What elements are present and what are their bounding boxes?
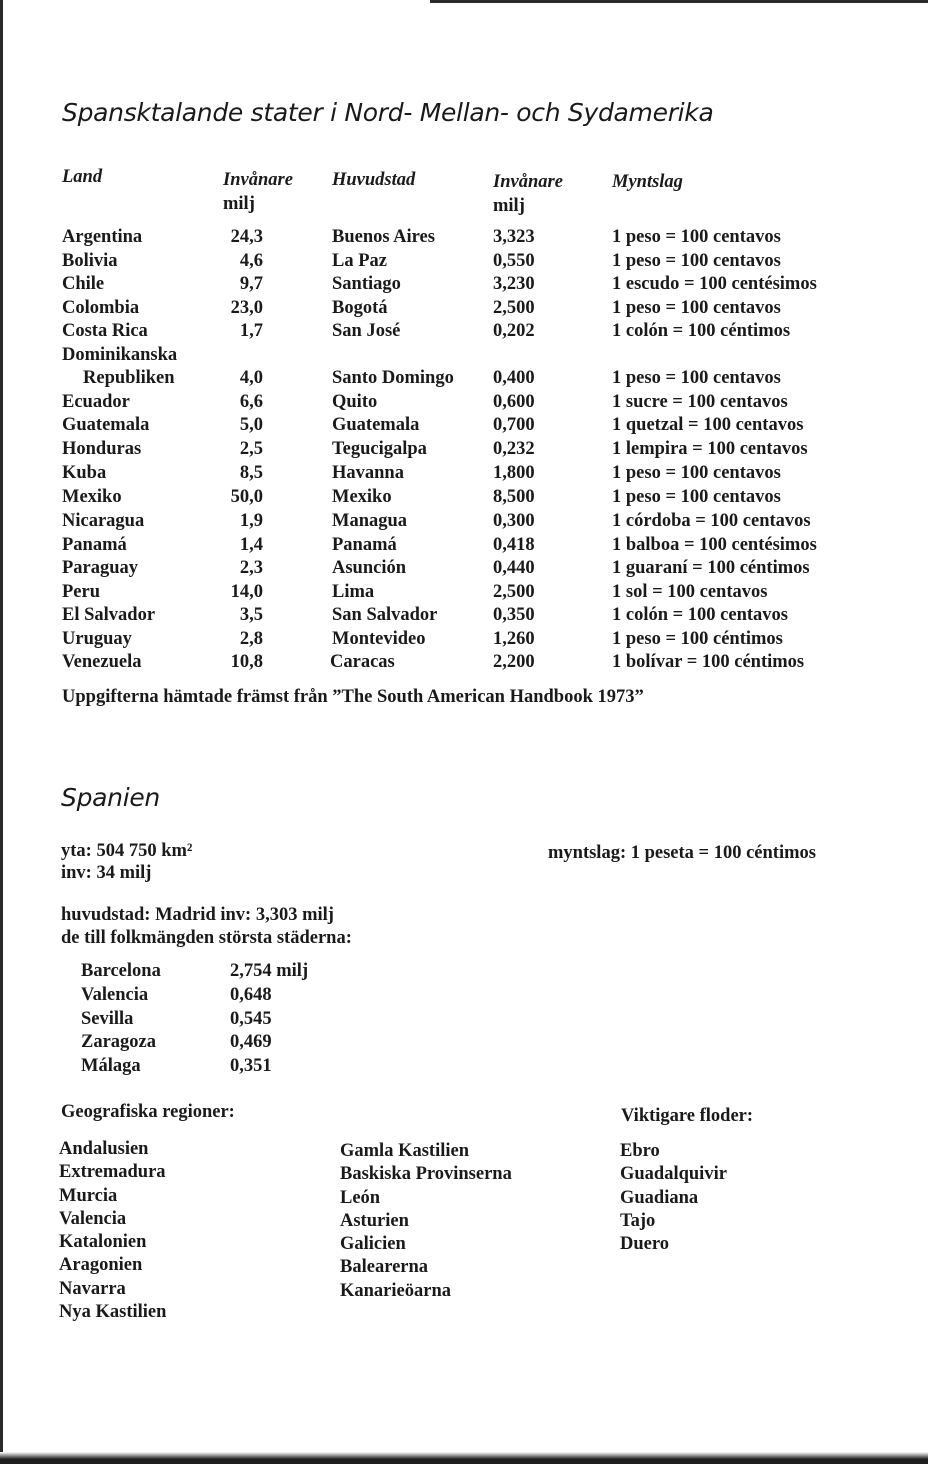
table-row [0, 534, 928, 558]
page-edge-bottom [0, 1452, 928, 1464]
table-row [0, 510, 928, 534]
page-edge-left [0, 0, 3, 1464]
list-item: Galicien [340, 1234, 406, 1255]
cell-capital-population: 0,700 [493, 415, 535, 435]
cell-capital: Buenos Aires [332, 227, 435, 247]
cell-population: 23,0 [230, 298, 263, 318]
cell-land: Uruguay [62, 629, 132, 649]
table-row [0, 628, 928, 652]
regions-heading: Geografiska regioner: [61, 1102, 235, 1122]
cell-capital: Santo Domingo [332, 368, 454, 388]
list-item [0, 1008, 500, 1032]
table-row [0, 438, 928, 462]
city-population: 2,754 milj [230, 961, 309, 981]
cell-population: 1,9 [239, 511, 263, 531]
table-row [0, 297, 928, 321]
table-row [0, 462, 928, 486]
list-item: Guadalquivir [620, 1164, 727, 1185]
cell-capital-population: 0,600 [493, 392, 535, 412]
cell-population: 3,5 [239, 605, 263, 625]
table-row [0, 414, 928, 438]
cell-land: Peru [62, 582, 101, 602]
regions-list-1 [59, 1138, 166, 1324]
cell-capital: Tegucigalpa [332, 439, 427, 459]
page-edge-top [430, 0, 928, 3]
cell-capital: Guatemala [332, 415, 420, 435]
header-currency [612, 170, 683, 194]
cell-capital: San Salvador [332, 605, 438, 625]
table-row [0, 581, 928, 605]
table-row [0, 557, 928, 581]
cell-land: Panamá [62, 535, 127, 555]
spain-population: inv: 34 milj [61, 863, 152, 883]
cell-land: Costa Rica [62, 321, 148, 341]
cell-currency: 1 sucre = 100 centavos [612, 392, 788, 412]
cell-currency: 1 peso = 100 centavos [612, 298, 781, 318]
spain-currency: myntslag: 1 peseta = 100 céntimos [548, 843, 816, 863]
city-population: 0,648 [230, 985, 272, 1005]
cell-population: 24,3 [230, 227, 263, 247]
header-population-label: Invånare [223, 170, 293, 190]
cell-population: 2,5 [239, 439, 263, 459]
cell-land: El Salvador [62, 605, 156, 625]
cell-capital-population: 3,323 [493, 227, 535, 247]
city-population: 0,351 [230, 1056, 272, 1076]
cell-population: 1,4 [239, 535, 263, 555]
list-item: Duero [620, 1234, 669, 1255]
cell-land: Ecuador [62, 392, 130, 412]
list-item: León [340, 1187, 381, 1208]
cell-population: 5,0 [239, 415, 263, 435]
cell-currency: 1 peso = 100 céntimos [612, 629, 783, 649]
rivers-heading: Viktigare floder: [621, 1106, 754, 1126]
cell-land: Kuba [62, 463, 107, 483]
list-item [0, 1031, 500, 1055]
table-row [0, 320, 928, 344]
list-item: Tajo [620, 1210, 656, 1231]
cell-land: Republiken [83, 368, 175, 388]
cell-currency: 1 sol = 100 centavos [612, 582, 768, 602]
table-row [0, 226, 928, 250]
list-item: Kanarieöarna [340, 1280, 451, 1301]
cell-population: 6,6 [239, 392, 263, 412]
cell-currency: 1 peso = 100 centavos [612, 251, 781, 271]
cell-population: 9,7 [239, 274, 263, 294]
cell-currency: 1 peso = 100 centavos [612, 463, 781, 483]
cell-population: 2,8 [239, 629, 263, 649]
list-item [0, 1055, 500, 1079]
cell-currency: 1 balboa = 100 centésimos [612, 535, 817, 555]
cell-capital-population: 0,550 [493, 251, 535, 271]
cell-land: Guatemala [62, 415, 150, 435]
header-land [62, 165, 102, 189]
cell-land: Colombia [62, 298, 140, 318]
cell-population: 50,0 [230, 487, 263, 507]
cell-population: 4,0 [239, 368, 263, 388]
cell-capital: San José [332, 321, 401, 341]
cell-capital-population: 0,418 [493, 535, 535, 555]
cell-land: Venezuela [62, 652, 142, 672]
list-item: Navarra [59, 1278, 126, 1299]
cell-currency: 1 lempira = 100 centavos [612, 439, 808, 459]
cell-population: 8,5 [239, 463, 263, 483]
cell-capital: Caracas [330, 652, 395, 672]
cell-capital-population: 2,500 [493, 582, 535, 602]
list-item: Extremadura [59, 1162, 166, 1183]
list-item: Guadiana [620, 1187, 699, 1208]
cell-population: 1,7 [239, 321, 263, 341]
cell-currency: 1 colón = 100 céntimos [612, 321, 791, 341]
city-name: Málaga [81, 1056, 141, 1076]
cell-capital: Asunción [332, 558, 407, 578]
cell-land: Nicaragua [62, 511, 145, 531]
cell-capital: Montevideo [332, 629, 426, 649]
cell-population: 14,0 [230, 582, 263, 602]
cell-currency: 1 peso = 100 centavos [612, 487, 781, 507]
cell-capital-population: 1,260 [493, 629, 535, 649]
city-population: 0,545 [230, 1009, 272, 1029]
regions-list-2 [340, 1140, 512, 1303]
cell-currency: 1 bolívar = 100 céntimos [612, 652, 805, 672]
cell-capital-population: 0,440 [493, 558, 535, 578]
cell-capital-population: 1,800 [493, 463, 535, 483]
cell-land: Mexiko [62, 487, 122, 507]
cell-capital: Bogotá [332, 298, 388, 318]
header-land-label: Land [62, 167, 103, 187]
cities-intro: de till folkmängden största städerna: [61, 928, 352, 948]
cell-currency: 1 colón = 100 centavos [612, 605, 789, 625]
table-row [0, 273, 928, 297]
cell-currency: 1 peso = 100 centavos [612, 227, 781, 247]
list-item: Katalonien [59, 1232, 147, 1253]
section-title-latin-america: Spansktalande stater i Nord- Mellan- och Sydamerika [62, 98, 714, 127]
cell-capital: Havanna [332, 463, 404, 483]
list-item: Asturien [340, 1210, 409, 1231]
cell-land: Honduras [62, 439, 142, 459]
list-item: Nya Kastilien [59, 1302, 167, 1323]
cell-capital: Managua [332, 511, 408, 531]
city-name: Zaragoza [81, 1032, 157, 1052]
table-row [0, 367, 928, 391]
cell-currency: 1 peso = 100 centavos [612, 368, 781, 388]
cell-capital-population: 0,232 [493, 439, 535, 459]
table-row [0, 486, 928, 510]
city-name: Sevilla [81, 1009, 134, 1029]
cell-capital-population: 0,350 [493, 605, 535, 625]
list-item: Gamla Kastilien [340, 1141, 469, 1161]
city-name: Barcelona [81, 961, 161, 981]
cell-capital: Quito [332, 392, 378, 412]
list-item: Ebro [620, 1141, 660, 1161]
cell-land: Paraguay [62, 558, 139, 578]
table-row [0, 250, 928, 274]
header-capital-population-label: Invånare [493, 172, 563, 192]
cell-capital: Santiago [332, 274, 401, 294]
header-capital-population-unit: milj [493, 196, 525, 216]
cell-currency: 1 escudo = 100 centésimos [612, 274, 817, 294]
cell-capital: Lima [332, 582, 375, 602]
cell-population: 4,6 [239, 251, 263, 271]
list-item: Valencia [59, 1208, 127, 1229]
table-row [0, 344, 928, 368]
list-item [0, 984, 500, 1008]
header-population [223, 168, 293, 216]
cell-capital-population: 0,400 [493, 368, 535, 388]
header-capital-label: Huvudstad [332, 170, 416, 190]
spain-capital: huvudstad: Madrid inv: 3,303 milj [61, 905, 334, 925]
city-population: 0,469 [230, 1032, 272, 1052]
header-population-unit: milj [223, 194, 255, 214]
list-item [0, 960, 500, 984]
table-row [0, 391, 928, 415]
cell-land: Dominikanska [62, 345, 178, 365]
list-item: Andalusien [59, 1139, 149, 1159]
cell-capital: La Paz [332, 251, 387, 271]
source-note: Uppgifterna hämtade främst från ”The South American Handbook 1973” [62, 687, 644, 707]
cell-capital: Panamá [332, 535, 397, 555]
section-title-spain: Spanien [61, 783, 160, 812]
header-capital [332, 168, 415, 192]
table-row [0, 651, 928, 675]
list-item: Aragonien [59, 1255, 143, 1276]
cell-capital-population: 2,500 [493, 298, 535, 318]
cell-land: Bolivia [62, 251, 118, 271]
cell-capital-population: 0,202 [493, 321, 535, 341]
list-item: Balearerna [340, 1257, 429, 1278]
cell-capital-population: 3,230 [493, 274, 535, 294]
cell-population: 2,3 [239, 558, 263, 578]
cell-capital-population: 8,500 [493, 487, 535, 507]
cell-currency: 1 quetzal = 100 centavos [612, 415, 804, 435]
cell-population: 10,8 [230, 652, 263, 672]
header-capital-population [493, 170, 563, 218]
rivers-list [620, 1140, 727, 1256]
table-row [0, 604, 928, 628]
header-currency-label: Myntslag [612, 172, 683, 192]
cell-land: Chile [62, 274, 105, 294]
city-name: Valencia [81, 985, 149, 1005]
list-item: Baskiska Provinserna [340, 1164, 512, 1185]
cell-currency: 1 guaraní = 100 céntimos [612, 558, 810, 578]
cell-capital-population: 0,300 [493, 511, 535, 531]
spain-area: yta: 504 750 km² [61, 841, 193, 861]
cell-capital: Mexiko [332, 487, 392, 507]
cell-capital-population: 2,200 [493, 652, 535, 672]
cell-land: Argentina [62, 227, 143, 247]
cell-currency: 1 córdoba = 100 centavos [612, 511, 811, 531]
list-item: Murcia [59, 1185, 118, 1206]
